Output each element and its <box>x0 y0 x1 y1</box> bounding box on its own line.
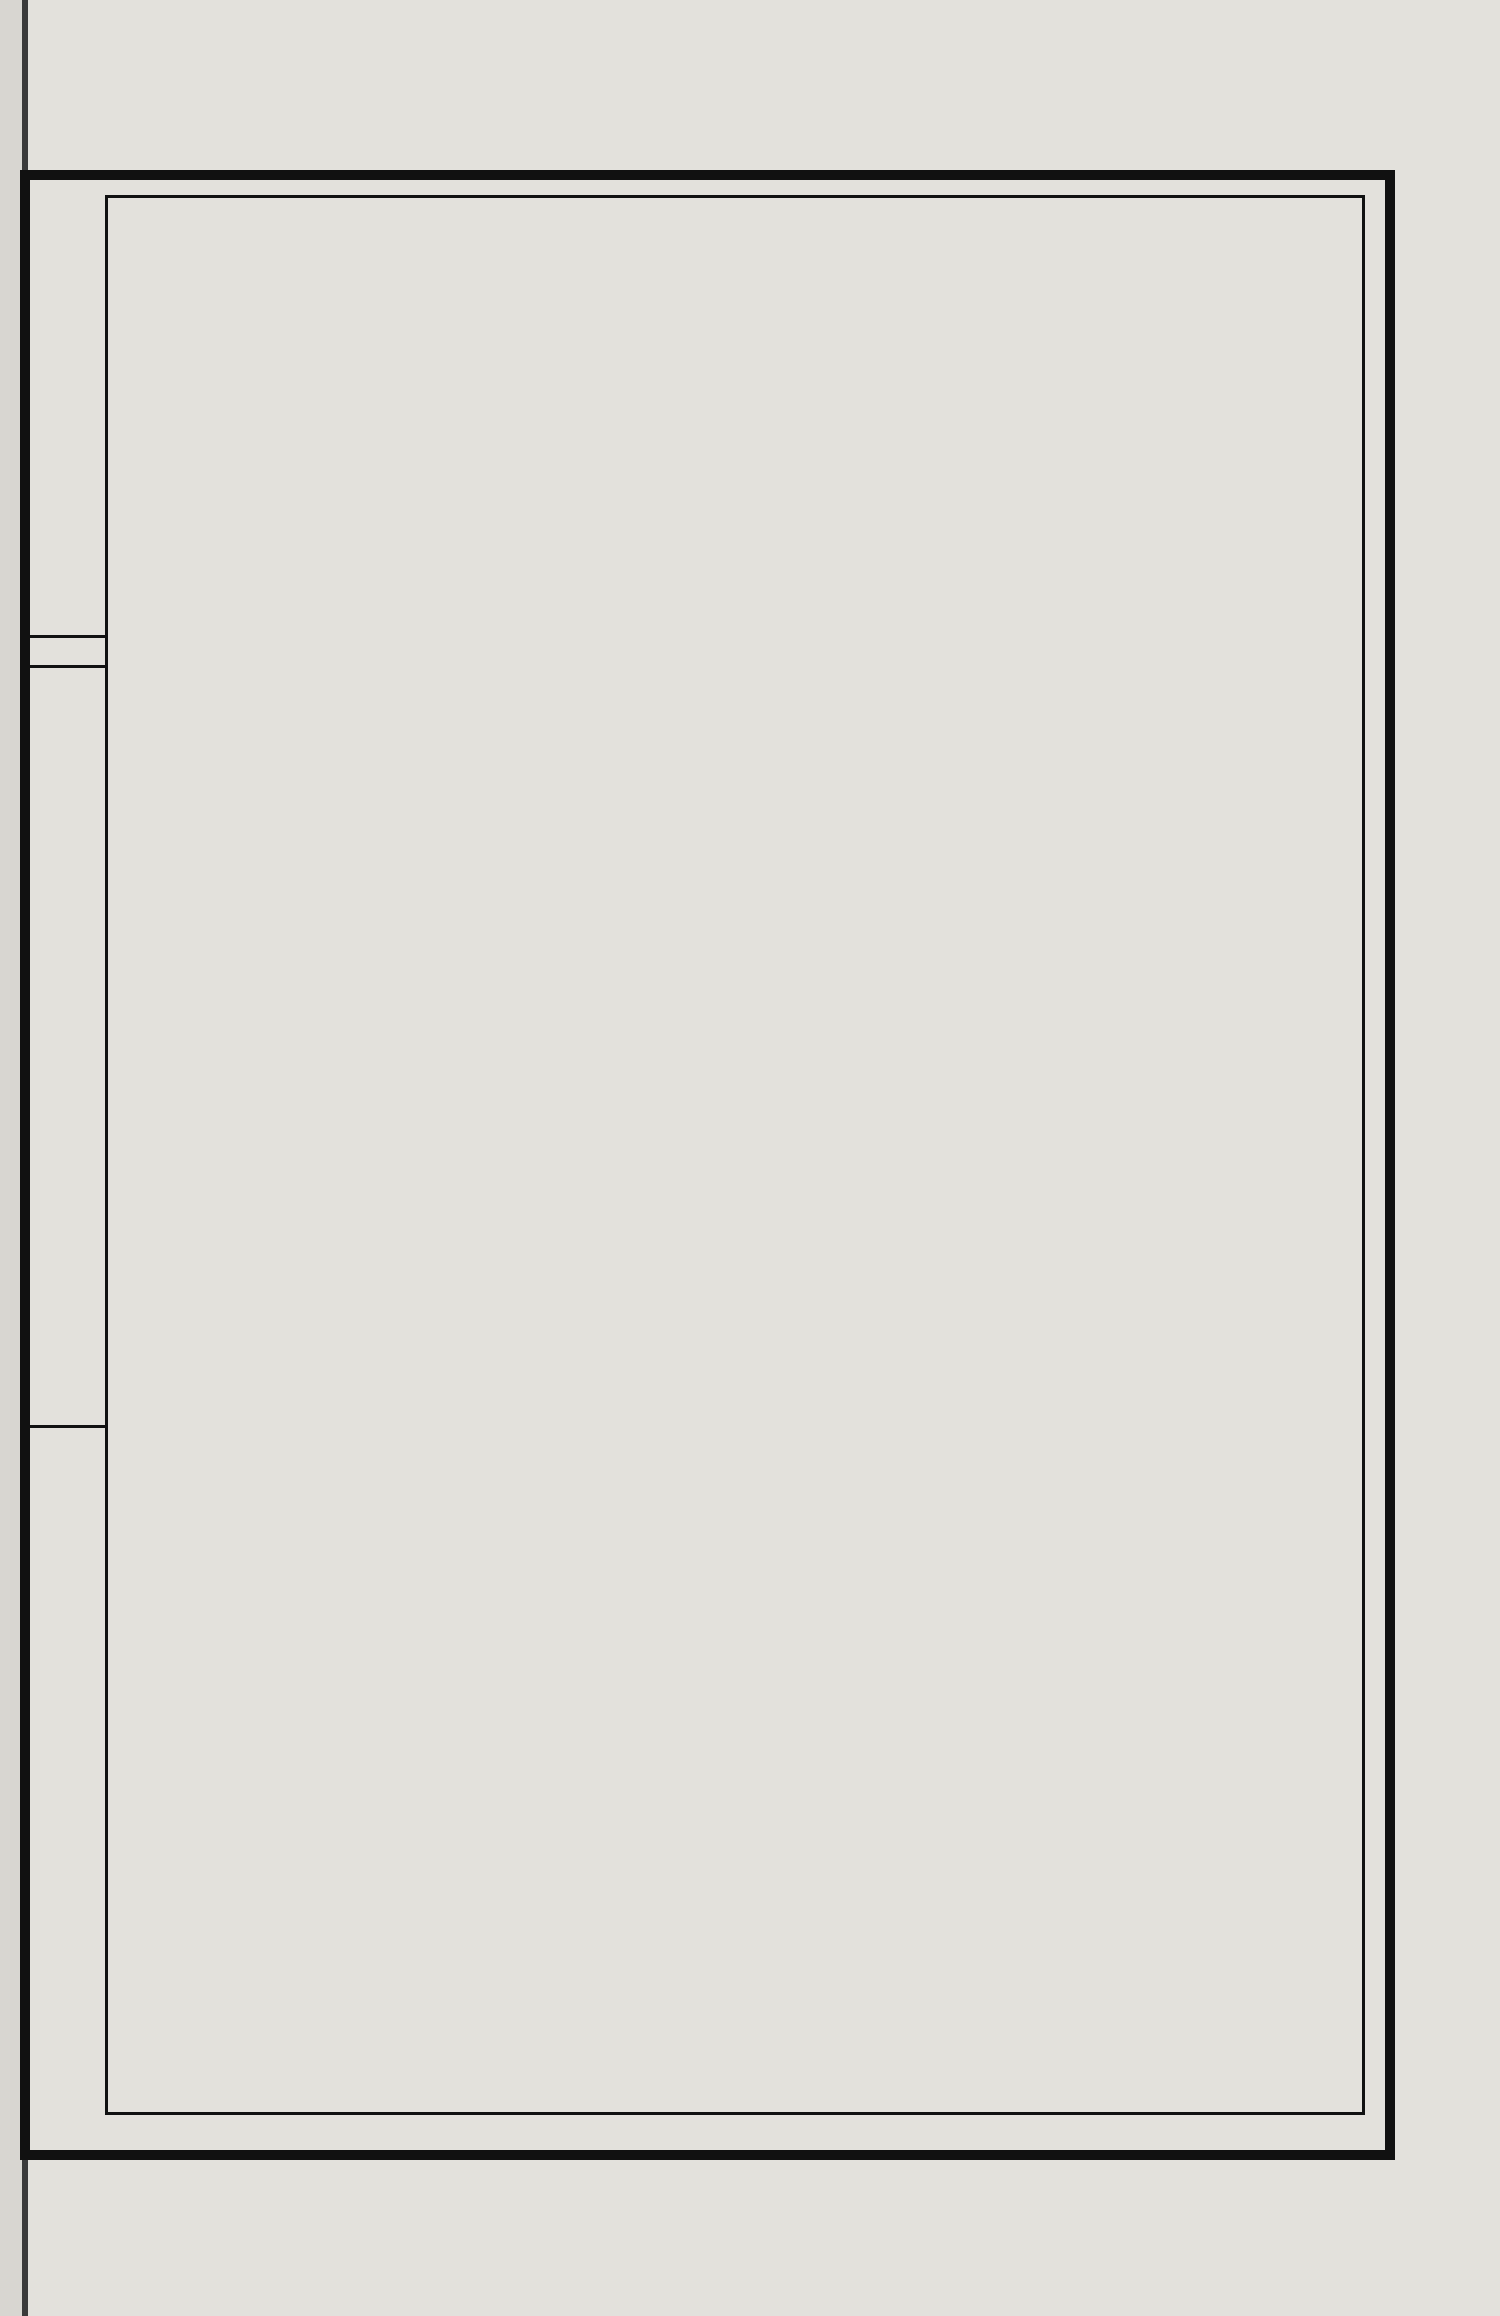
margin-divider <box>28 1425 105 1428</box>
page-inner-frame <box>105 195 1365 2115</box>
margin-divider <box>28 635 105 638</box>
page-margin-column <box>28 195 105 2115</box>
margin-divider <box>28 665 105 668</box>
